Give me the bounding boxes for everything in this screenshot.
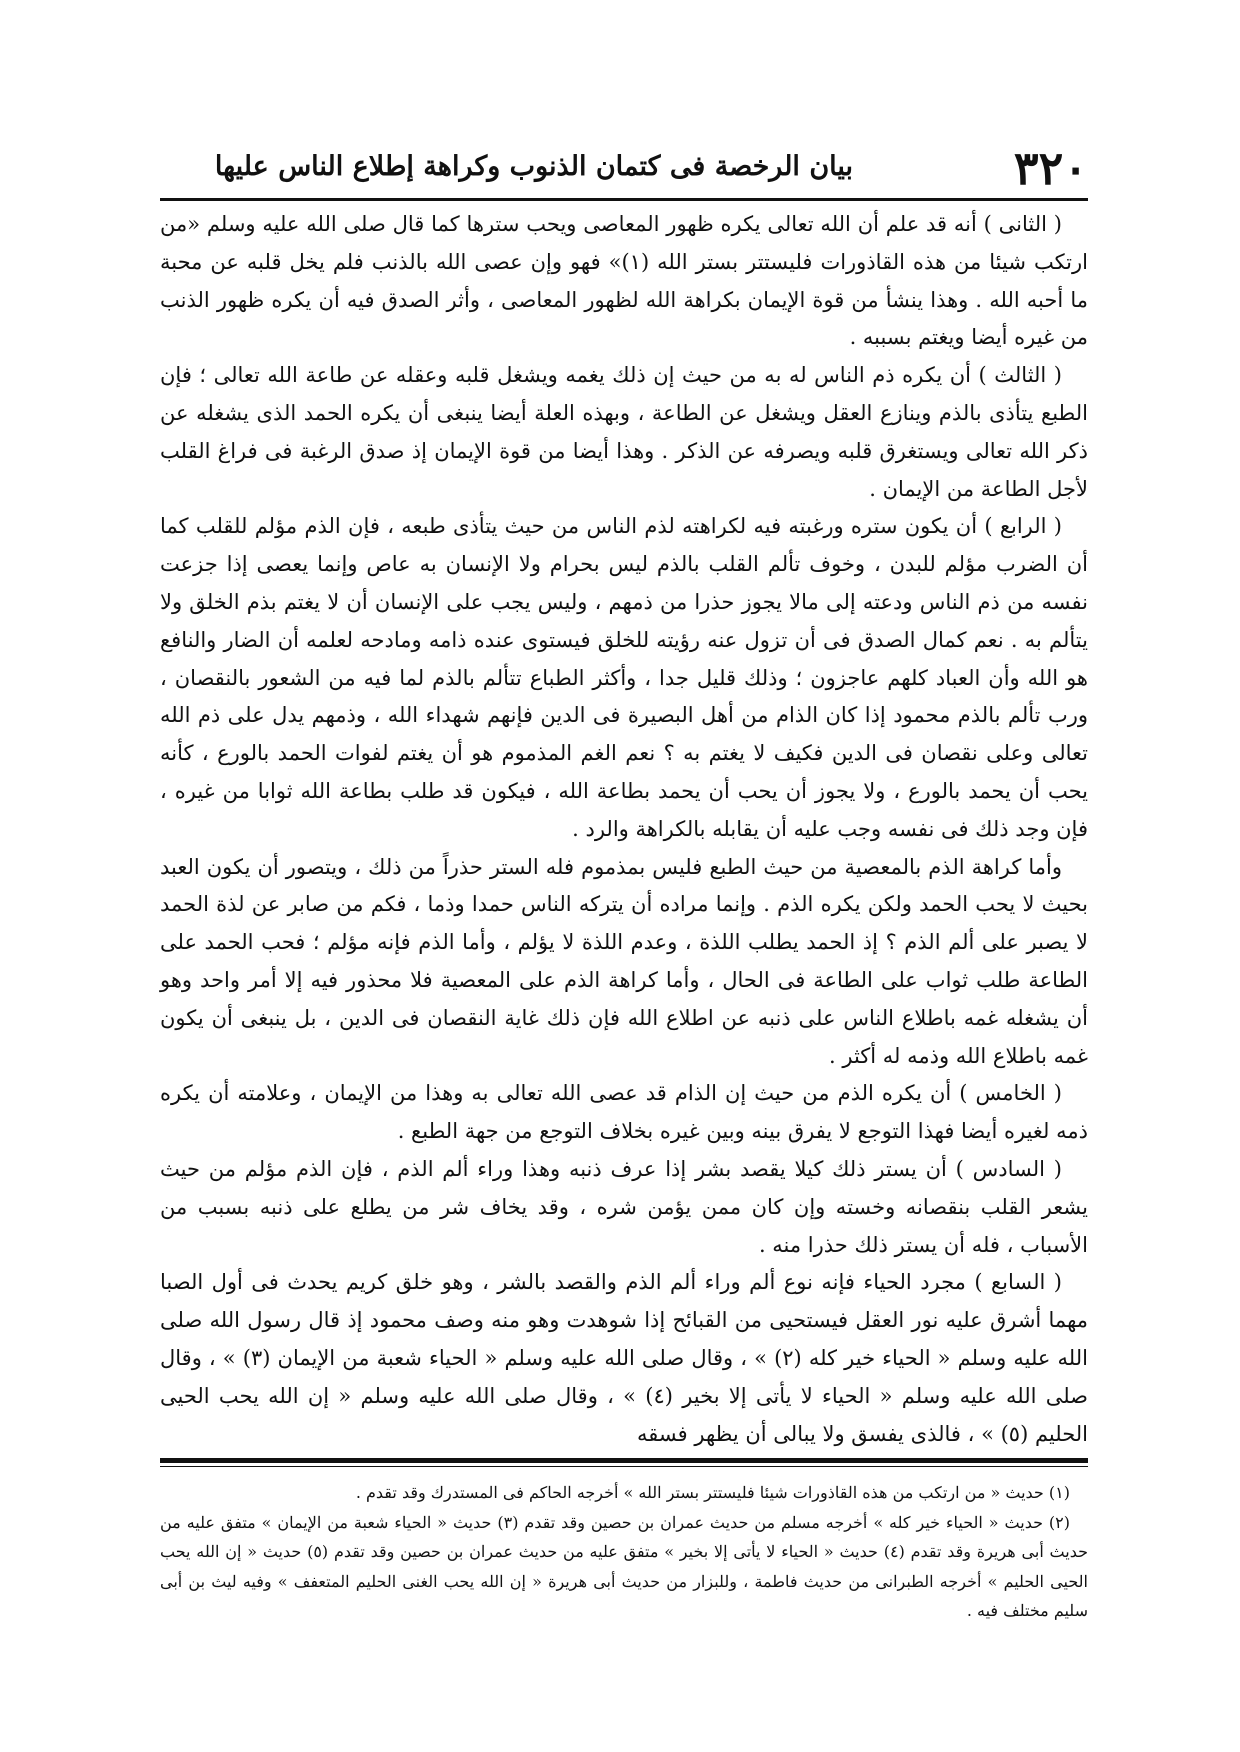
paragraph-seventh: ( السابع ) مجرد الحياء فإنه نوع ألم وراء ألم الذم والقصد بالشر ، وهو خلق كريم يحدث فى أول الصبا مهما أشرق عليه نور العقل فيستحيى من القبائح إذا شوهدت وهو منه وصف محمود إذ قال رسول الله صلى الله عليه وسلم « الحياء خير كله (٢) » ، وقال صلى الله عليه وسلم « الحياء شعبة من الإيمان (٣) » ، وقال صلى الله عليه وسلم « الحياء لا يأتى إلا بخير (٤) » ، وقال صلى الله عليه وسلم « إن الله يحب الحيى الحليم (٥) » ، فالذى يفسق ولا يبالى أن يظهر فسقه (160, 1270, 1089, 1446)
page-number: ٣٢٠ (1013, 141, 1088, 195)
running-title: بيان الرخصة فى كتمان الذنوب وكراهة إطلاع الناس عليها (214, 151, 854, 182)
footnotes (160, 1478, 1088, 1626)
page-header (160, 138, 1088, 201)
paragraph-fourth: ( الرابع ) أن يكون ستره ورغبته فيه لكراهته لذم الناس من حيث يتأذى طبعه ، فإن الذم مؤلم للقلب كما أن الضرب مؤلم للبدن ، وخوف تألم القلب بالذم ليس بحرام ولا الإنسان به عاص وإنما يعصى إذا جزعت نفسه من ذم الناس ودعته إلى مالا يجوز حذرا من ذمهم ، وليس يجب على الإنسان أن لا يغتم بذم الخلق ولا يتألم به . نعم كمال الصدق فى أن تزول عنه رؤيته للخلق فيستوى عنده ذامه ومادحه لعلمه أن الضار والنافع هو الله وأن العباد كلهم عاجزون ؛ وذلك قليل جدا ، وأكثر الطباع تتألم بالذم لما فيه من الشعور بالنقصان ، ورب تألم بالذم محمود إذا كان الذام من أهل البصيرة فى الدين فإنهم شهداء الله ، وذمهم يدل على ذم الله تعالى وعلى نقصان فى الدين فكيف لا يغتم به ؟ نعم الغم المذموم هو أن يغتم لفوات الحمد بالورع ، كأنه يحب أن يحمد بالورع ، ولا يجوز أن يحب أن يحمد بطاعة الله ، فيكون قد طلب بطاعة الله ثوابا من غيره ، فإن وجد ذلك فى نفسه وجب عليه أن يقابله بالكراهة والرد . (160, 514, 1088, 841)
footnote-divider (160, 1458, 1088, 1463)
main-text (160, 206, 1088, 1453)
footnote-2-5: (٢) حديث « الحياء خير كله » أخرجه مسلم من حديث عمران بن حصين وقد تقدم (٣) حديث « الحياء شعبة من الإيمان » متفق عليه من حديث أبى هريرة وقد تقدم (٤) حديث « الحياء لا يأتى إلا بخير » متفق عليه من حديث عمران بن حصين وقد تقدم (٥) حديث « إن الله يحب الحيى الحليم » أخرجه الطبرانى من حديث فاطمة ، وللبزار من حديث أبى هريرة « إن الله يحب الغنى الحليم المتعفف » وفيه ليث بن أبى سليم مختلف فيه . (160, 1512, 1089, 1620)
paragraph-fifth: ( الخامس ) أن يكره الذم من حيث إن الذام قد عصى الله تعالى به وهذا من الإيمان ، وعلامته أن يكره ذمه لغيره أيضا فهذا التوجع لا يفرق بينه وبين غيره بخلاف التوجع من جهة الطبع . (160, 1081, 1088, 1144)
footnote-1: (١) حديث « من ارتكب من هذه القاذورات شيئا فليستتر بستر الله » أخرجه الحاكم فى المستدرك وقد تقدم . (355, 1483, 1070, 1502)
paragraph-third: ( الثالث ) أن يكره ذم الناس له به من حيث إن ذلك يغمه ويشغل قلبه وعقله عن طاعة الله تعالى ؛ فإن الطبع يتأذى بالذم وينازع العقل ويشغل عن الطاعة ، وبهذه العلة أيضا ينبغى أن يكره الحمد الذى يشغله عن ذكر الله تعالى ويستغرق قلبه ويصرفه عن الذكر . وهذا أيضا من قوة الإيمان إذ صدق الرغبة فى فراغ القلب لأجل الطاعة من الإيمان . (160, 363, 1088, 501)
paragraph-second: ( الثانى ) أنه قد علم أن الله تعالى يكره ظهور المعاصى ويحب سترها كما قال صلى الله عليه وسلم «من ارتكب شيئا من هذه القاذورات فليستتر بستر الله (١)» فهو وإن عصى الله بالذنب فلم يخل قلبه عن محبة ما أحبه الله . وهذا ينشأ من قوة الإيمان بكراهة الله لظهور المعاصى ، وأثر الصدق فيه أن يكره ظهور الذنب من غيره أيضا ويغتم بسببه . (160, 212, 1088, 350)
paragraph-dislike-blame: وأما كراهة الذم بالمعصية من حيث الطبع فليس بمذموم فله الستر حذراً من ذلك ، ويتصور أن يكون العبد بحيث لا يحب الحمد ولكن يكره الذم . وإنما مراده أن يتركه الناس حمدا وذما ، فكم من صابر عن لذة الحمد لا يصبر على ألم الذم ؟ إذ الحمد يطلب اللذة ، وعدم اللذة لا يؤلم ، وأما الذم فإنه مؤلم ؛ فحب الحمد على الطاعة طلب ثواب على الطاعة فى الحال ، وأما كراهة الذم على المعصية فلا محذور فيه إلا أمر واحد وهو أن يشغله غمه باطلاع الناس على ذنبه عن اطلاع الله فإن ذلك غاية النقصان فى الدين ، بل ينبغى أن يكون غمه باطلاع الله وذمه له أكثر . (160, 854, 1088, 1068)
paragraph-sixth: ( السادس ) أن يستر ذلك كيلا يقصد بشر إذا عرف ذنبه وهذا وراء ألم الذم ، فإن الذم مؤلم من حيث يشعر القلب بنقصانه وخسته وإن كان ممن يؤمن شره ، وقد يخاف شر من يطلع على ذنبه بسبب من الأسباب ، فله أن يستر ذلك حذرا منه . (160, 1156, 1088, 1257)
